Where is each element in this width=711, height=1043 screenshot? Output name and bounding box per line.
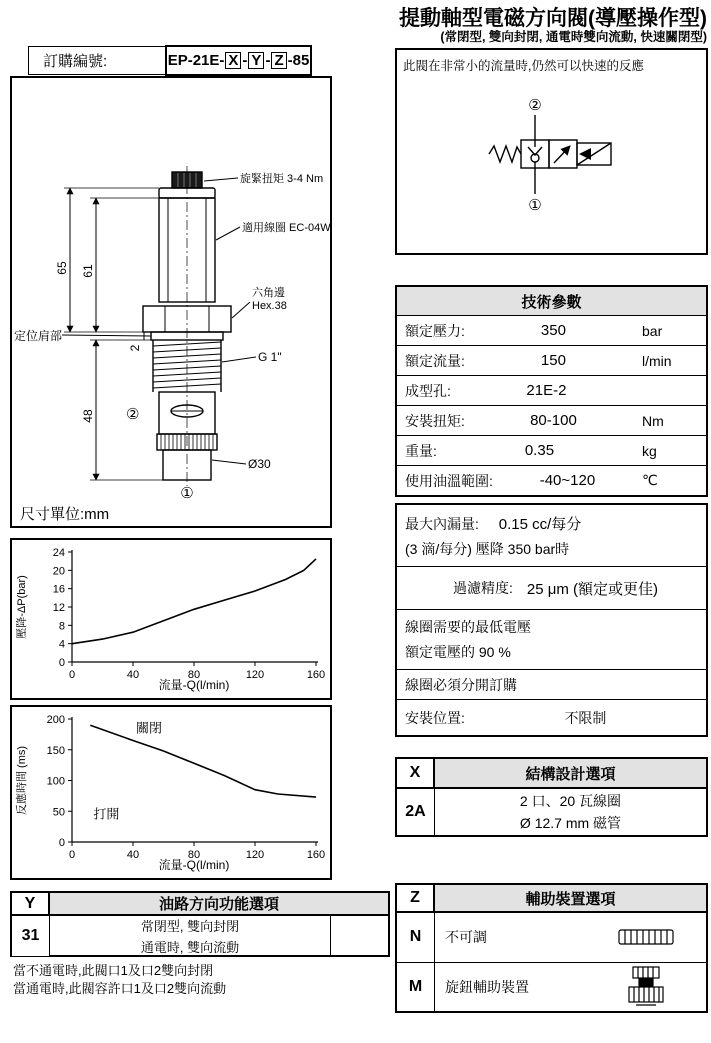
row-unit: bar bbox=[642, 322, 663, 339]
svg-text:24: 24 bbox=[52, 547, 65, 559]
leakage-label: 最大內漏量: bbox=[405, 515, 479, 532]
svg-text:流量-Q(l/min): 流量-Q(l/min) bbox=[158, 678, 230, 692]
svg-text:0: 0 bbox=[68, 849, 76, 861]
row-value: 80-100 bbox=[530, 412, 577, 429]
filtration-section bbox=[397, 567, 706, 610]
leakage-value: 0.15 cc/每分 bbox=[498, 515, 582, 533]
order-code-y: Y bbox=[248, 52, 264, 70]
svg-text:80: 80 bbox=[187, 669, 201, 681]
svg-text:打開: 打開 bbox=[93, 806, 120, 822]
coil-voltage-line1: 線圈需要的最低電壓 bbox=[405, 619, 531, 635]
svg-text:150: 150 bbox=[46, 744, 65, 757]
svg-text:壓降-ΔP(bar): 壓降-ΔP(bar) bbox=[16, 575, 28, 639]
tech-extra-table bbox=[395, 503, 708, 737]
row-value: -40~120 bbox=[539, 472, 596, 489]
knob-icon bbox=[626, 966, 666, 1008]
order-code-dash1: - bbox=[242, 52, 248, 69]
order-code-suffix: 85 bbox=[292, 52, 310, 69]
option-x-desc-line2: Ø 12.7 mm 磁管 bbox=[519, 815, 622, 831]
svg-text:0: 0 bbox=[68, 669, 76, 681]
svg-text:8: 8 bbox=[58, 620, 65, 633]
row-label: 安裝扭矩: bbox=[405, 412, 465, 429]
mounting-value: 不限制 bbox=[564, 709, 607, 726]
svg-text:流量-Q(l/min): 流量-Q(l/min) bbox=[158, 858, 230, 872]
leakage-section bbox=[397, 505, 706, 567]
row-unit: kg bbox=[642, 442, 657, 459]
option-x-code: X bbox=[397, 759, 435, 787]
tech-row-torque bbox=[397, 406, 706, 436]
svg-text:關閉: 關閉 bbox=[136, 720, 163, 736]
option-z-header bbox=[397, 885, 706, 913]
order-code-z: Z bbox=[271, 52, 286, 70]
dim-61: 61 bbox=[81, 264, 95, 278]
pressure-drop-chart bbox=[12, 540, 330, 696]
svg-text:4: 4 bbox=[58, 638, 65, 651]
option-z-row-n-code: N bbox=[397, 913, 435, 962]
option-y-note1: 當不通電時,此閥口1及口2雙向封閉 bbox=[13, 963, 214, 978]
hydraulic-symbol bbox=[397, 82, 706, 252]
row-label: 額定壓力: bbox=[405, 322, 465, 339]
order-code-prefix: EP-21E- bbox=[167, 52, 225, 69]
pressure-drop-chart-box bbox=[10, 538, 332, 700]
svg-text:160: 160 bbox=[306, 669, 326, 681]
leakage-note: (3 滴/每分) 壓降 350 bar時 bbox=[405, 540, 570, 557]
mounting-label: 安裝位置: bbox=[405, 709, 465, 726]
option-z-row-n-icon-cell bbox=[586, 913, 706, 962]
svg-text:16: 16 bbox=[52, 583, 65, 596]
svg-text:160: 160 bbox=[306, 849, 326, 861]
option-z-row-m-code: M bbox=[397, 963, 435, 1012]
option-z-row-m-label: 旋鈕輔助裝置 bbox=[445, 978, 529, 995]
page-subtitle: (常閉型, 雙向封閉, 通電時雙向流動, 快速關閉型) bbox=[440, 30, 707, 44]
svg-text:50: 50 bbox=[52, 806, 65, 819]
tech-params-table bbox=[395, 285, 708, 497]
option-z-title: 輔助裝置選項 bbox=[525, 890, 616, 908]
order-code-dash2: - bbox=[265, 52, 271, 69]
option-z-row-n-label: 不可調 bbox=[445, 929, 487, 946]
page-title: 提動軸型電磁方向閥(導壓操作型) bbox=[399, 7, 707, 30]
option-x-header bbox=[397, 759, 706, 789]
symbol-port2: ② bbox=[528, 97, 542, 114]
svg-text:120: 120 bbox=[245, 669, 265, 681]
svg-text:80: 80 bbox=[187, 849, 201, 861]
option-x-row bbox=[397, 789, 706, 835]
mounting-section bbox=[397, 700, 706, 735]
row-unit: Nm bbox=[642, 412, 664, 429]
response-time-chart bbox=[12, 707, 330, 876]
row-unit: ℃ bbox=[642, 472, 658, 488]
order-number-label: 訂購編號: bbox=[28, 46, 166, 75]
option-y-table bbox=[10, 891, 390, 957]
svg-text:200: 200 bbox=[46, 714, 65, 726]
dim-48: 48 bbox=[81, 409, 95, 423]
order-code-dash3: - bbox=[287, 52, 293, 69]
order-code-x: X bbox=[225, 52, 241, 70]
response-time-chart-box bbox=[10, 705, 332, 880]
option-y-desc-line1: 常閉型, 雙向封閉 bbox=[140, 919, 240, 934]
option-x-row-desc bbox=[435, 789, 706, 835]
tech-row-weight bbox=[397, 436, 706, 466]
filtration-label: 過濾精度: bbox=[452, 580, 513, 596]
option-x-row-code: 2A bbox=[397, 789, 435, 835]
option-z-row-m bbox=[397, 963, 706, 1012]
leakage-line1 bbox=[405, 513, 706, 534]
option-y-empty-cell bbox=[330, 916, 388, 956]
option-z-table bbox=[395, 883, 708, 1013]
coil-order-note: 線圈必須分開訂購 bbox=[405, 676, 517, 693]
svg-text:120: 120 bbox=[245, 849, 265, 861]
row-value: 350 bbox=[540, 322, 566, 339]
row-value: 0.35 bbox=[524, 442, 555, 459]
shoulder-label: 定位肩部 bbox=[14, 329, 63, 343]
option-y-row-desc bbox=[50, 916, 330, 956]
tech-row-cavity bbox=[397, 376, 706, 406]
row-label: 重量: bbox=[405, 442, 437, 459]
svg-text:100: 100 bbox=[46, 775, 65, 788]
row-value: 21E-2 bbox=[526, 382, 567, 399]
option-y-title: 油路方向功能選項 bbox=[158, 896, 279, 913]
svg-text:0: 0 bbox=[58, 657, 65, 669]
svg-text:40: 40 bbox=[126, 849, 140, 861]
tech-row-flow bbox=[397, 346, 706, 376]
valve-drawing bbox=[12, 78, 330, 526]
hex-label-line2: Hex.38 bbox=[252, 300, 287, 312]
option-y-note2: 當通電時,此閥容許口1及口2雙向流動 bbox=[13, 981, 227, 996]
symbol-port1: ① bbox=[528, 197, 542, 214]
option-x-desc-line1: 2 口、20 瓦線圈 bbox=[519, 793, 622, 809]
dim-2: 2 bbox=[128, 344, 142, 352]
row-label: 使用油溫範圍: bbox=[405, 472, 493, 489]
order-number-code bbox=[165, 45, 312, 76]
svg-text:20: 20 bbox=[52, 565, 65, 578]
option-y-header bbox=[12, 893, 388, 916]
symbol-box bbox=[395, 48, 708, 255]
row-label: 成型孔: bbox=[405, 382, 451, 399]
tech-row-oil-temp bbox=[397, 466, 706, 495]
svg-text:0: 0 bbox=[58, 837, 65, 849]
svg-text:反應時間 (ms): 反應時間 (ms) bbox=[16, 745, 28, 816]
option-y-row-code: 31 bbox=[12, 916, 50, 956]
row-value: 150 bbox=[540, 352, 566, 369]
torque-label: 旋緊扭矩 3-4 Nm bbox=[240, 173, 324, 185]
option-x-title: 結構設計選項 bbox=[525, 765, 616, 783]
diameter-label: Ø30 bbox=[248, 457, 271, 471]
port2-marker: ② bbox=[126, 406, 140, 423]
nut-icon bbox=[618, 927, 674, 947]
row-unit: l/min bbox=[642, 352, 672, 369]
hex-label-line1: 六角邊 bbox=[252, 287, 285, 299]
coil-voltage-line2: 額定電壓的 90 % bbox=[405, 644, 511, 660]
option-z-code: Z bbox=[397, 885, 435, 911]
tech-params-header: 技術參數 bbox=[397, 287, 706, 316]
coil-order-section bbox=[397, 670, 706, 700]
filtration-value: 25 μm (額定或更佳) bbox=[526, 580, 659, 598]
port1-marker: ① bbox=[180, 485, 194, 502]
option-z-row-m-icon-cell bbox=[586, 963, 706, 1012]
option-z-row-n bbox=[397, 913, 706, 963]
units-note: 尺寸單位:mm bbox=[20, 506, 110, 523]
coil-label: 適用線圈 EC-04W bbox=[242, 222, 330, 234]
svg-text:40: 40 bbox=[126, 669, 140, 681]
tech-row-pressure bbox=[397, 316, 706, 346]
flow-note: 此閥在非常小的流量時,仍然可以快速的反應 bbox=[403, 59, 644, 73]
coil-voltage-section bbox=[397, 610, 706, 670]
thread-label: G 1" bbox=[258, 350, 282, 364]
option-y-code: Y bbox=[12, 893, 50, 914]
svg-text:12: 12 bbox=[52, 602, 65, 614]
option-x-table bbox=[395, 757, 708, 837]
dim-65: 65 bbox=[55, 261, 69, 275]
valve-drawing-box bbox=[10, 76, 332, 528]
option-y-desc-line2: 通電時, 雙向流動 bbox=[140, 940, 240, 955]
option-y-row bbox=[12, 916, 388, 956]
row-label: 額定流量: bbox=[405, 352, 465, 369]
